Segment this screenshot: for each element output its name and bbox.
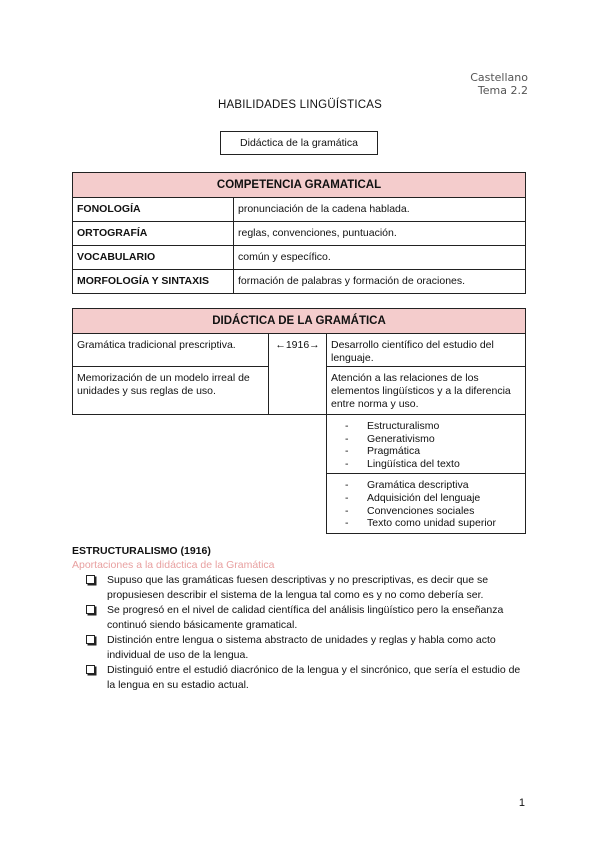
bullet-text: Se progresó en el nivel de calidad científica del análisis lingüístico pero la enseñanza continuó siendo básicamente gramatical. <box>107 604 504 631</box>
bullet-text: Supuso que las gramáticas fuesen descriptivas y no prescriptivas, es decir que se propusiesen describir el sistema de la lengua tal como es y no como debería ser. <box>107 574 489 601</box>
list-item: - Pragmática <box>345 445 525 458</box>
list-item <box>86 633 531 663</box>
list-item: - Estructuralismo <box>345 420 525 433</box>
list-item: - Convenciones sociales <box>345 505 525 518</box>
table-row <box>73 270 526 294</box>
table-row <box>73 246 526 270</box>
year-arrow-cell: ←1916→ <box>269 334 327 415</box>
row-value: formación de palabras y formación de oraciones. <box>234 270 526 294</box>
table-row <box>73 222 526 246</box>
list-item: - Texto como unidad superior <box>345 517 525 530</box>
list-item: - Generativismo <box>345 433 525 446</box>
section-subtitle: Aportaciones a la didáctica de la Gramática <box>72 559 275 571</box>
checkbox-bullet-icon <box>86 635 95 644</box>
page-number: 1 <box>518 797 525 809</box>
contributions-list <box>327 474 525 532</box>
topic-label: Tema 2.2 <box>477 84 528 97</box>
page-header <box>470 71 528 97</box>
list-item: - Adquisición del lenguaje <box>345 492 525 505</box>
row-key: ORTOGRAFÍA <box>73 222 234 246</box>
traditional-cell: Gramática tradicional prescriptiva. <box>73 334 269 367</box>
checkbox-bullet-icon <box>86 605 95 614</box>
currents-list <box>327 415 525 473</box>
competencia-table <box>72 172 526 294</box>
row-value: reglas, convenciones, puntuación. <box>234 222 526 246</box>
page-title: HABILIDADES LINGÜÍSTICAS <box>218 99 382 111</box>
bullet-list <box>86 573 531 693</box>
subtitle-box: Didáctica de la gramática <box>220 131 378 155</box>
relations-cell: Atención a las relaciones de los elementos lingüísticos y a la diferencia entre norma y uso. <box>327 367 526 415</box>
memorization-cell: Memorización de un modelo irreal de unidades y sus reglas de uso. <box>73 367 269 415</box>
didactica-heading: DIDÁCTICA DE LA GRAMÁTICA <box>73 309 526 334</box>
list-item <box>86 603 531 633</box>
competencia-heading: COMPETENCIA GRAMATICAL <box>73 173 526 198</box>
checkbox-bullet-icon <box>86 575 95 584</box>
checkbox-bullet-icon <box>86 665 95 674</box>
subject-label: Castellano <box>470 71 528 84</box>
table-row <box>73 198 526 222</box>
row-value: pronunciación de la cadena hablada. <box>234 198 526 222</box>
list-item: - Gramática descriptiva <box>345 479 525 492</box>
currents-cell <box>327 415 526 474</box>
row-key: VOCABULARIO <box>73 246 234 270</box>
row-key: FONOLOGÍA <box>73 198 234 222</box>
list-item: - Lingüística del texto <box>345 458 525 471</box>
list-item <box>86 663 531 693</box>
list-item <box>86 573 531 603</box>
scientific-cell: Desarrollo científico del estudio del lenguaje. <box>327 334 526 367</box>
section-title: ESTRUCTURALISMO (1916) <box>72 545 211 557</box>
row-key: MORFOLOGÍA Y SINTAXIS <box>73 270 234 294</box>
bullet-text: Distinción entre lengua o sistema abstracto de unidades y reglas y habla como acto individual de uso de la lengua. <box>107 634 496 661</box>
contributions-cell <box>327 474 526 533</box>
bullet-text: Distinguió entre el estudió diacrónico de la lengua y el sincrónico, que sería el estudio de la lengua en su estadio actual. <box>107 664 521 691</box>
row-value: común y específico. <box>234 246 526 270</box>
didactica-table <box>72 308 526 534</box>
